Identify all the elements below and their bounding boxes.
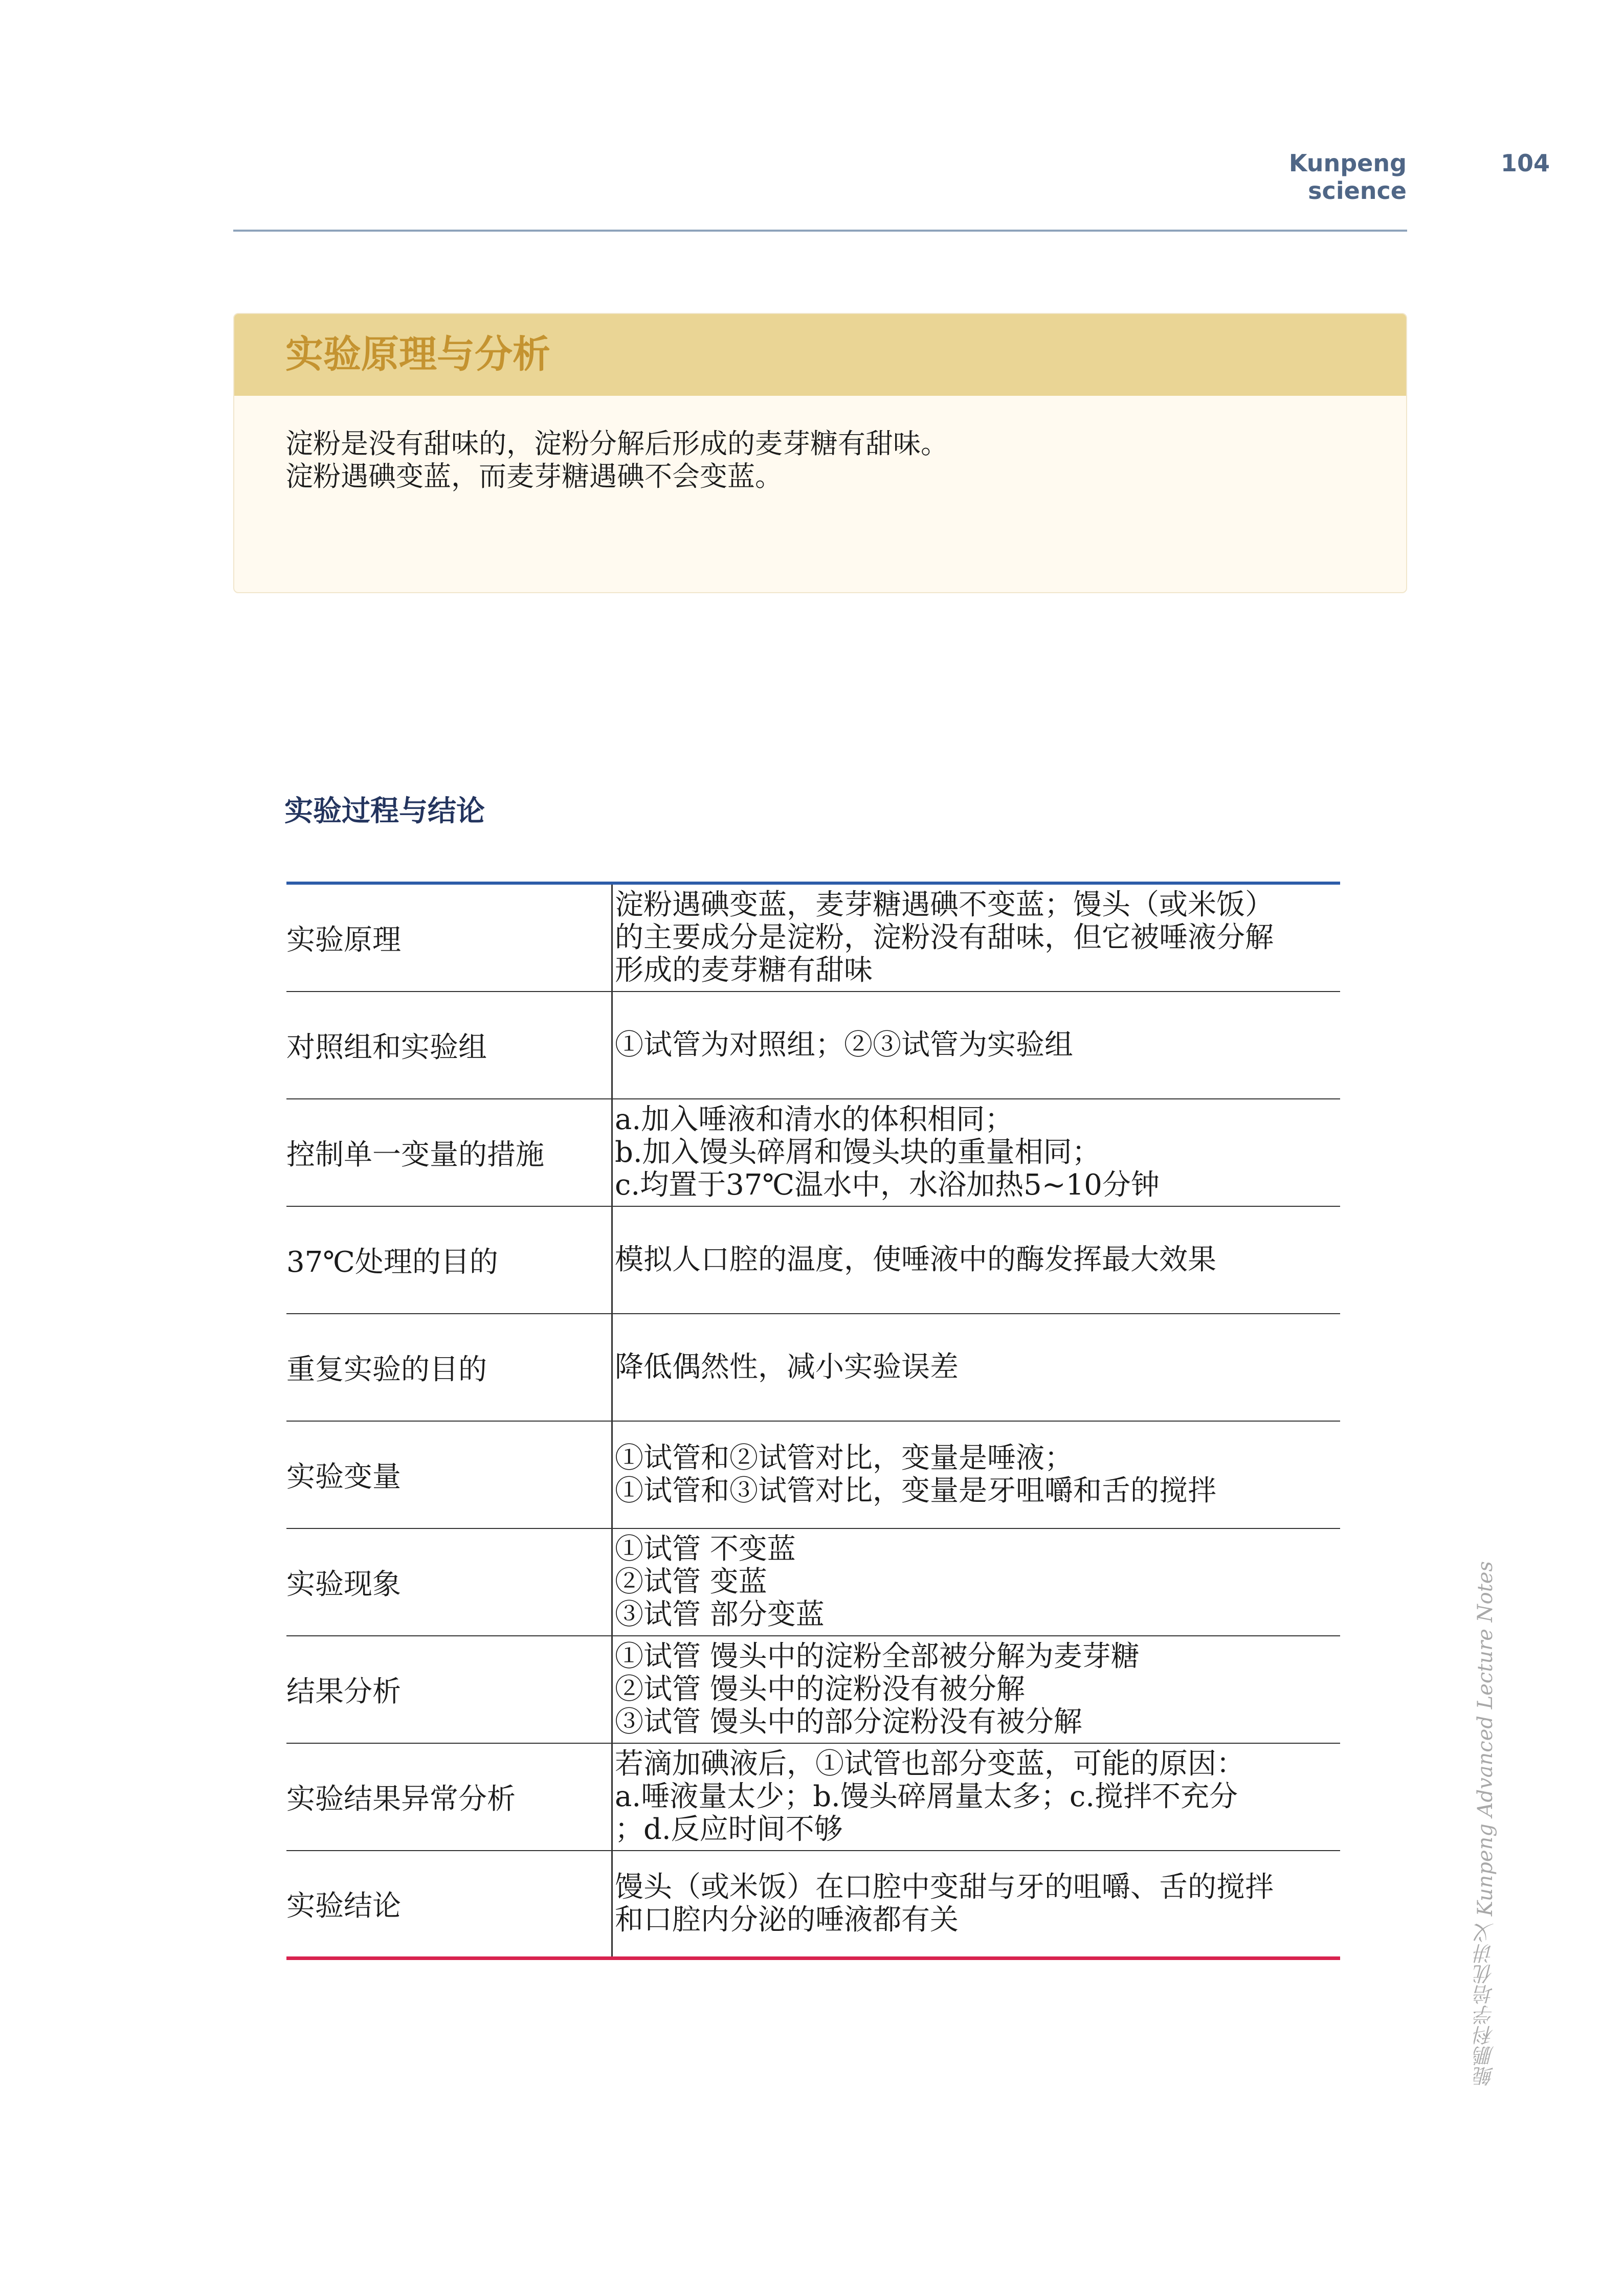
process-table: [286, 882, 1340, 1960]
row-value-line: ③试管 部分变蓝: [615, 1598, 825, 1631]
row-label: 实验结果异常分析: [286, 1744, 613, 1850]
row-value-line: 馒头（或米饭）在口腔中变甜与牙的咀嚼、舌的搅拌: [615, 1871, 1274, 1904]
table-row: [286, 885, 1340, 992]
row-value: [613, 992, 1340, 1098]
row-label: 实验现象: [286, 1529, 613, 1635]
table-row: [286, 1851, 1340, 1956]
row-label: 实验结论: [286, 1851, 613, 1956]
row-value-line: ；d.反应时间不够: [615, 1813, 843, 1846]
principle-line: 淀粉是没有甜味的，淀粉分解后形成的麦芽糖有甜味。: [285, 427, 948, 460]
side-note: 鲲鹏科学培优讲义 Kunpeng Advanced Lecture Notes: [1474, 1561, 1497, 2086]
principle-header-bar: [234, 314, 1406, 396]
table-row: [286, 1314, 1340, 1422]
table-row: [286, 1422, 1340, 1529]
row-value: [613, 1099, 1340, 1206]
row-value-line: ①试管和③试管对比，变量是牙咀嚼和舌的搅拌: [615, 1474, 1216, 1507]
row-value: [613, 1744, 1340, 1850]
row-value-line: 和口腔内分泌的唾液都有关: [615, 1903, 959, 1937]
row-value: [613, 1207, 1340, 1313]
row-value-line: ②试管 变蓝: [615, 1565, 767, 1599]
row-value-line: ①试管为对照组；②③试管为实验组: [615, 1028, 1073, 1062]
header-divider: [233, 230, 1407, 232]
row-value-line: ①试管 馒头中的淀粉全部被分解为麦芽糖: [615, 1640, 1140, 1673]
row-label: 结果分析: [286, 1636, 613, 1743]
row-value: [613, 1636, 1340, 1743]
row-label: 37℃处理的目的: [286, 1207, 613, 1313]
table-row: [286, 1636, 1340, 1744]
row-value-line: 的主要成分是淀粉，淀粉没有甜味，但它被唾液分解: [615, 921, 1274, 954]
row-value: [613, 885, 1340, 991]
row-value-line: b.加入馒头碎屑和馒头块的重量相同；: [615, 1136, 1101, 1169]
row-label: 实验变量: [286, 1422, 613, 1528]
row-label: 重复实验的目的: [286, 1314, 613, 1421]
row-value-line: 淀粉遇碘变蓝，麦芽糖遇碘不变蓝；馒头（或米饭）: [615, 888, 1274, 921]
principle-box: [233, 313, 1407, 593]
table-row: [286, 1744, 1340, 1851]
page-number: 104: [1500, 149, 1550, 177]
row-value-line: 模拟人口腔的温度，使唾液中的酶发挥最大效果: [615, 1243, 1216, 1276]
table-row: [286, 1207, 1340, 1314]
row-value-line: ①试管 不变蓝: [615, 1533, 796, 1566]
row-value-line: ①试管和②试管对比，变量是唾液；: [615, 1442, 1073, 1475]
row-label: 实验原理: [286, 885, 613, 991]
row-label: 对照组和实验组: [286, 992, 613, 1098]
row-value: [613, 1422, 1340, 1528]
table-row: [286, 1529, 1340, 1636]
row-label: 控制单一变量的措施: [286, 1099, 613, 1206]
principle-title: 实验原理与分析: [285, 332, 550, 376]
row-value-line: c.均置于37℃温水中，水浴加热5~10分钟: [615, 1168, 1160, 1202]
row-value-line: 若滴加碘液后，①试管也部分变蓝，可能的原因：: [615, 1747, 1245, 1781]
row-value-line: a.加入唾液和清水的体积相同；: [615, 1103, 1014, 1136]
row-value: [613, 1529, 1340, 1635]
row-value-line: a.唾液量太少；b.馒头碎屑量太多；c.搅拌不充分: [615, 1780, 1238, 1813]
principle-body: [285, 427, 1360, 493]
table-row: [286, 992, 1340, 1099]
principle-line: 淀粉遇碘变蓝，而麦芽糖遇碘不会变蓝。: [285, 460, 783, 492]
row-value-line: ②试管 馒头中的淀粉没有被分解: [615, 1673, 1025, 1706]
row-value-line: 形成的麦芽糖有甜味: [615, 954, 873, 987]
row-value-line: ③试管 馒头中的部分淀粉没有被分解: [615, 1705, 1082, 1739]
row-value: [613, 1851, 1340, 1956]
header-brand: Kunpeng science: [1288, 149, 1407, 205]
row-value: [613, 1314, 1340, 1421]
row-value-line: 降低偶然性，减小实验误差: [615, 1350, 959, 1384]
table-row: [286, 1099, 1340, 1207]
process-section-title: 实验过程与结论: [284, 795, 485, 828]
